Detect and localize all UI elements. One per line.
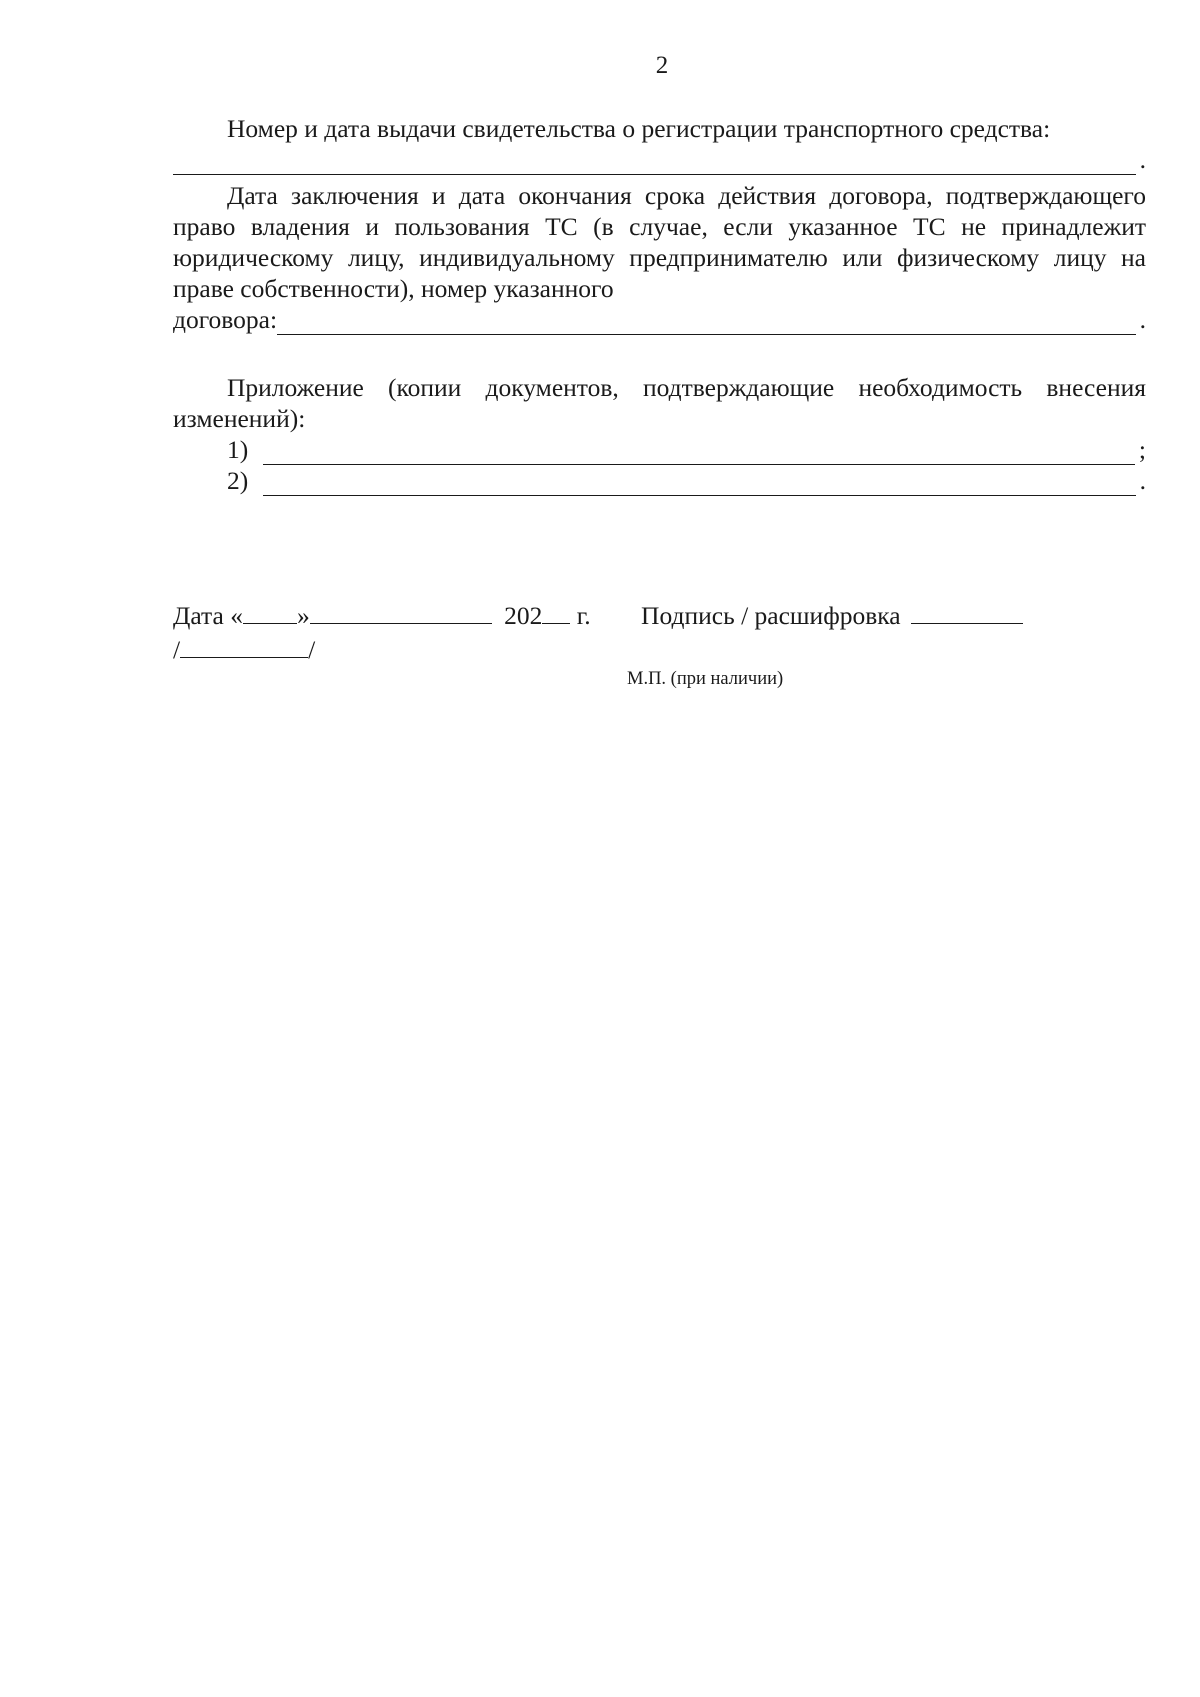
attachment-item-number: 1) bbox=[227, 435, 249, 464]
attachment-item-end-mark: . bbox=[1139, 466, 1146, 495]
attachment-item-number: 2) bbox=[227, 466, 249, 495]
contract-blank-line[interactable] bbox=[277, 312, 1136, 335]
date-mid-quote: » bbox=[296, 601, 310, 630]
attachment-item-blank-line[interactable] bbox=[263, 473, 1136, 496]
signature-decoding-row bbox=[173, 634, 315, 665]
slash-close: / bbox=[308, 635, 316, 664]
date-day-blank[interactable] bbox=[243, 603, 297, 624]
attachment-item-end-mark: ; bbox=[1138, 435, 1146, 464]
date-signature-row bbox=[173, 600, 1023, 631]
registration-label: Номер и дата выдачи свидетельства о регистрации транспортного средства: bbox=[227, 114, 1051, 143]
slash-open: / bbox=[173, 635, 181, 664]
signature-decoding-blank[interactable] bbox=[180, 637, 308, 658]
date-year-suffix: г. bbox=[570, 601, 591, 630]
signature-label: Подпись / расшифровка bbox=[641, 601, 901, 630]
contract-text: Дата заключения и дата окончания срока действия договора, подтверждающего право владения и пользования ТС (в случае, если указанное ТС не принадлежит юридическому лицу, индивидуальному предпринимателю или физическому лицу на праве собственности), номер указанного bbox=[173, 181, 1146, 303]
attachment-item-1 bbox=[173, 434, 1146, 465]
registration-field-row bbox=[173, 144, 1146, 175]
contract-section bbox=[173, 180, 1146, 335]
contract-end-mark: . bbox=[1139, 305, 1146, 334]
date-label: Дата « bbox=[173, 601, 243, 630]
date-month-blank[interactable] bbox=[310, 603, 492, 624]
contract-field-row bbox=[173, 304, 1146, 335]
registration-end-mark: . bbox=[1139, 145, 1146, 174]
registration-blank-line[interactable] bbox=[173, 152, 1136, 175]
attachment-item-2 bbox=[173, 465, 1146, 496]
signature-blank[interactable] bbox=[911, 603, 1023, 624]
contract-label: договора: bbox=[173, 305, 278, 334]
page-number: 2 bbox=[655, 52, 669, 79]
attachment-section bbox=[173, 372, 1146, 496]
attachment-item-blank-line[interactable] bbox=[263, 442, 1135, 465]
stamp-note: М.П. (при наличии) bbox=[627, 669, 784, 689]
date-year-blank[interactable] bbox=[542, 603, 570, 624]
date-year-prefix: 202 bbox=[504, 601, 543, 630]
registration-section bbox=[173, 113, 1146, 175]
attachment-text: Приложение (копии документов, подтверждающие необходимость внесения изменений): bbox=[173, 373, 1146, 433]
